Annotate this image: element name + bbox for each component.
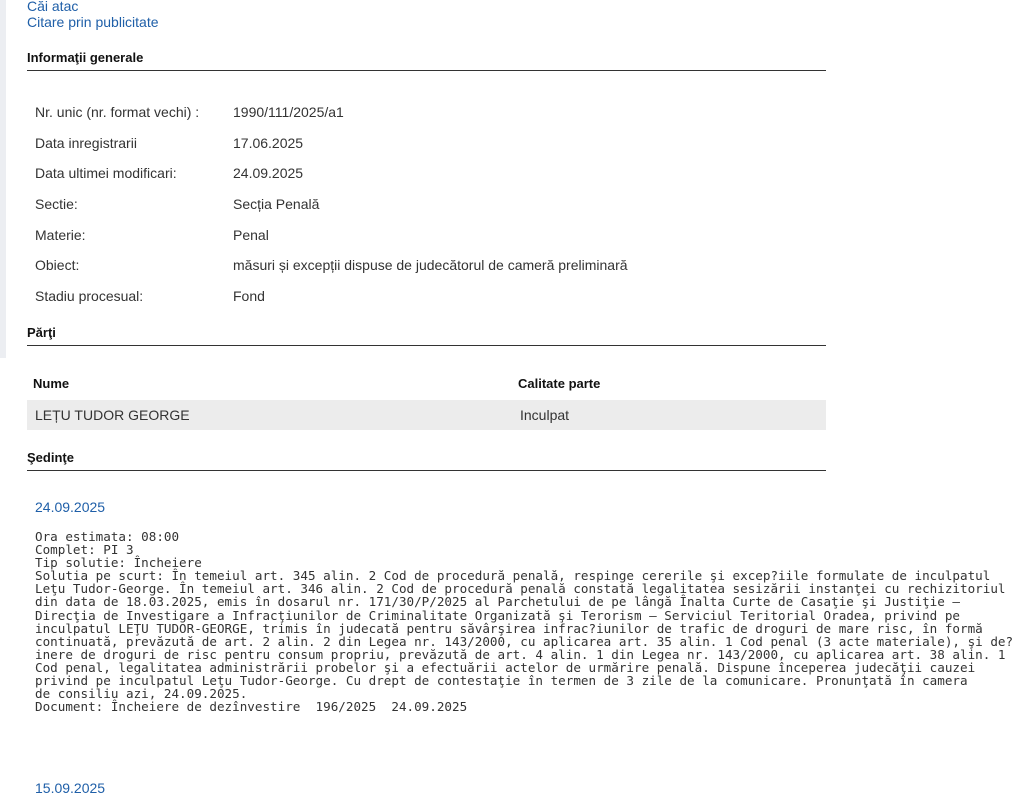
parti-header-name: Nume [33, 376, 70, 391]
info-label: Sectie: [35, 196, 78, 213]
parti-table-header [27, 372, 826, 394]
sedinta-document: Document: Încheiere de dezînvestire 196/2025 24.09.2025 [35, 699, 468, 715]
citare-publicitate-link[interactable]: Citare prin publicitate [27, 14, 159, 30]
top-links [27, 0, 159, 30]
info-label: Data inregistrarii [35, 134, 137, 151]
info-label: Stadiu procesual: [35, 287, 144, 304]
parti-header-role: Calitate parte [518, 376, 601, 391]
info-value: măsuri și excepții dispuse de judecătorul de cameră preliminară [233, 257, 628, 274]
left-page-edge [0, 0, 6, 358]
info-row [35, 219, 805, 250]
parti-name: LEȚU TUDOR GEORGE [35, 407, 190, 423]
info-value: Fond [233, 287, 265, 304]
info-label: Data ultimei modificari: [35, 165, 177, 182]
info-label: Materie: [35, 226, 86, 243]
sedinta-solutie-line: Leţu Tudor-George. În temeiul art. 346 alin. 2 Cod de procedură penală constată legalitatea sesizării instanţei cu rechizitoriul [35, 581, 1006, 597]
info-value: 17.06.2025 [233, 134, 304, 151]
info-row [35, 189, 805, 220]
info-section-heading: Informaţii generale [27, 50, 826, 71]
info-row [35, 281, 805, 312]
sedinta-solutie-line: inere de droguri de risc pentru consum propriu, prevăzută de art. 4 alin. 1 din Legea nr. 143/2000, cu aplicarea art. 38 alin. 1 [35, 646, 1006, 662]
parti-section-heading: Părţi [27, 325, 826, 346]
info-value: Secția Penală [233, 196, 320, 213]
sedinte-section-heading: Şedinţe [27, 450, 826, 471]
sedinta-solutie-line: Solutia pe scurt: În temeiul art. 345 alin. 2 Cod de procedură penală, respinge cererile şi excep?iile formulate de inculpatul [35, 568, 991, 584]
info-row [35, 97, 805, 128]
sedinta-ora: Ora estimata: 08:00 [35, 529, 180, 544]
info-label: Nr. unic (nr. format vechi) : [35, 104, 200, 121]
info-row [35, 158, 805, 189]
sedinta-tip-solutie: Tip solutie: Încheiere [35, 555, 202, 571]
info-value: Penal [233, 226, 269, 243]
info-table [35, 97, 805, 311]
sedinta-date[interactable]: 24.09.2025 [35, 499, 106, 515]
cai-atac-link[interactable]: Căi atac [27, 0, 79, 14]
sedinta-solutie-line: Cod penal, legalitatea administrării probelor şi a efectuării actelor de urmărire penală. Dispune începerea judecăţii cauzei [35, 659, 976, 675]
sedinta-solutie-line: din data de 18.03.2025, emis în dosarul nr. 171/30/P/2025 al Parchetului de pe lângă Înalta Curte de Casaţie şi Justiţie – [35, 594, 961, 610]
sedinta-solutie-line: privind pe inculpatul Leţu Tudor-George. Cu drept de contestaţie în termen de 3 zile de la comunicare. Pronunţată în camera [35, 673, 968, 689]
info-label: Obiect: [35, 257, 80, 274]
sedinta-details [35, 529, 1014, 715]
sedinta-solutie-line: de consiliu azi, 24.09.2025. [35, 686, 248, 702]
sedinta-solutie-line: Direcţia de Investigare a Infracţiunilor de Criminalitate Organizată şi Terorism – Serviciul Teritorial Oradea, privind pe [35, 607, 961, 623]
info-row [35, 128, 805, 159]
sedinta-solutie-line: continuată, prevăzută de art. 2 alin. 2 din Legea nr. 143/2000, cu aplicarea art. 35 alin. 1 Cod penal (3 acte materiale), şi de? [35, 633, 1014, 649]
sedinta-solutie-line: inculpatul LEŢU TUDOR-GEORGE, trimis în judecată pentru săvârşirea infrac?iunilor de trafic de droguri de mare risc, în formă [35, 620, 983, 636]
info-row [35, 250, 805, 281]
sedinta-complet: Complet: PI 3 [35, 542, 134, 558]
info-value: 24.09.2025 [233, 165, 304, 182]
sedinta-date[interactable]: 15.09.2025 [35, 780, 106, 796]
parti-row [27, 400, 826, 430]
parti-role: Inculpat [520, 407, 570, 423]
info-value: 1990/111/2025/a1 [233, 104, 344, 121]
